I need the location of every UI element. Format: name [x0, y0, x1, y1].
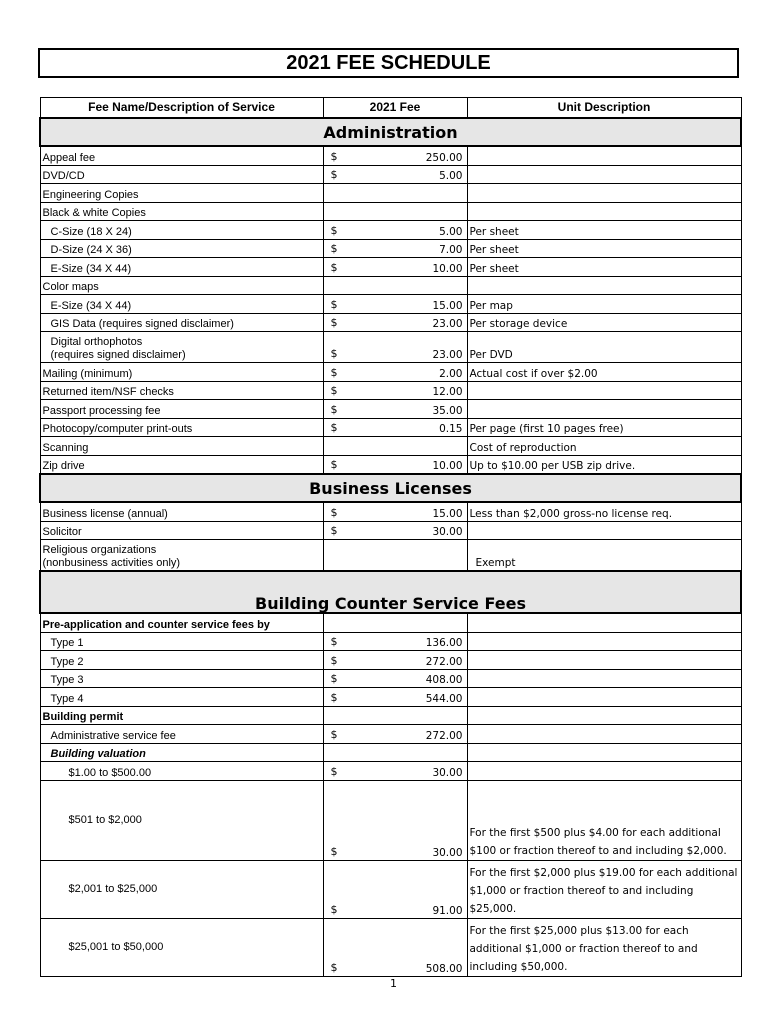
fee-cell: [323, 239, 467, 258]
table-row: [40, 651, 741, 670]
fee-amount: 10.00: [432, 262, 463, 275]
fee-cell: [323, 762, 467, 781]
service-name: D-Size (24 X 36): [40, 239, 323, 258]
fee-amount: 5.00: [439, 225, 463, 238]
fee-cell: [323, 669, 467, 688]
table-row: [40, 276, 741, 295]
fee-cell: [323, 221, 467, 240]
table-row: [40, 400, 741, 419]
service-name-line: (requires signed disclaimer): [50, 349, 186, 361]
service-name: Type 4: [40, 688, 323, 707]
table-row: [40, 502, 741, 521]
fee-amount: 250.00: [425, 151, 463, 164]
table-row: [40, 381, 741, 400]
service-name: Passport processing fee: [40, 400, 323, 419]
unit-description: [467, 184, 741, 203]
table-row: [40, 706, 741, 725]
currency-symbol: $: [330, 635, 338, 648]
unit-description: [467, 521, 741, 540]
fee-cell: [323, 725, 467, 744]
header-unit: Unit Description: [467, 98, 741, 119]
fee-cell: [323, 418, 467, 437]
unit-description: Up to $10.00 per USB zip drive.: [467, 455, 741, 474]
unit-description: Per sheet: [467, 221, 741, 240]
fee-cell: [323, 437, 467, 456]
table-row: [40, 725, 741, 744]
service-name: GIS Data (requires signed disclaimer): [40, 313, 323, 332]
table-row: [40, 762, 741, 781]
table-row: [40, 540, 741, 572]
fee-amount: 272.00: [425, 655, 463, 668]
fee-amount: 30.00: [432, 526, 463, 538]
fee-cell: [323, 918, 467, 976]
service-name: Pre-application and counter service fees by: [40, 613, 323, 632]
table-row: [40, 184, 741, 203]
currency-symbol: $: [330, 727, 338, 741]
currency-symbol: $: [330, 260, 338, 274]
table-row: [40, 437, 741, 456]
fee-cell: [323, 688, 467, 707]
section-business-licenses: [40, 474, 741, 502]
currency-symbol: $: [330, 316, 338, 329]
fee-amount: 508.00: [425, 962, 463, 975]
table-row: [40, 613, 741, 632]
table-row: [40, 455, 741, 474]
service-name: Scanning: [40, 437, 323, 456]
fee-cell: [323, 400, 467, 419]
service-name: Zip drive: [40, 455, 323, 474]
table-row: [40, 521, 741, 540]
fee-amount: 272.00: [425, 729, 463, 742]
service-name: $2,001 to $25,000: [40, 860, 323, 918]
unit-description: [467, 669, 741, 688]
table-row: [40, 743, 741, 762]
fee-cell: [323, 632, 467, 651]
fee-amount: 12.00: [432, 386, 463, 398]
fee-amount: 7.00: [439, 244, 463, 256]
currency-symbol: $: [330, 297, 338, 311]
fee-amount: 15.00: [432, 299, 463, 312]
currency-symbol: $: [330, 764, 338, 778]
unit-description: [467, 762, 741, 781]
unit-description: Per DVD: [467, 332, 741, 363]
service-name: DVD/CD: [40, 165, 323, 184]
currency-symbol: $: [330, 242, 338, 255]
unit-description: [467, 688, 741, 707]
table-row: [40, 860, 741, 918]
service-name: Photocopy/computer print-outs: [40, 418, 323, 437]
service-name: Building valuation: [40, 743, 323, 762]
currency-symbol: $: [330, 421, 338, 434]
fee-amount: 5.00: [439, 170, 463, 182]
fee-amount: 15.00: [432, 507, 463, 520]
fee-cell: [323, 521, 467, 540]
fee-amount: 35.00: [432, 404, 463, 417]
table-row: [40, 313, 741, 332]
section-title: Business Licenses: [40, 474, 741, 502]
service-name: Business license (annual): [40, 502, 323, 521]
fee-table-body: [40, 98, 741, 977]
fee-cell: [323, 313, 467, 332]
currency-symbol: $: [330, 402, 338, 416]
fee-amount: 136.00: [425, 637, 463, 649]
fee-cell: [323, 202, 467, 221]
fee-cell: [323, 295, 467, 314]
fee-cell: [323, 743, 467, 762]
unit-description: Per storage device: [467, 313, 741, 332]
unit-description: [467, 202, 741, 221]
unit-description: [467, 706, 741, 725]
table-row: [40, 363, 741, 382]
service-name: Engineering Copies: [40, 184, 323, 203]
currency-symbol: $: [330, 347, 338, 360]
fee-cell: [323, 502, 467, 521]
table-row: [40, 918, 741, 976]
fee-schedule-table: [39, 97, 742, 977]
service-name: E-Size (34 X 44): [40, 295, 323, 314]
unit-description: [467, 165, 741, 184]
service-name: Black & white Copies: [40, 202, 323, 221]
unit-description: Actual cost if over $2.00: [467, 363, 741, 382]
fee-amount: 91.00: [432, 904, 463, 917]
service-name: Solicitor: [40, 521, 323, 540]
service-name: E-Size (34 X 44): [40, 258, 323, 277]
unit-description: Less than $2,000 gross-no license req.: [467, 502, 741, 521]
unit-description: Per sheet: [467, 239, 741, 258]
fee-cell: [323, 258, 467, 277]
service-name: $501 to $2,000: [40, 780, 323, 860]
currency-symbol: $: [330, 524, 338, 537]
unit-description: [467, 400, 741, 419]
unit-description: Exempt: [467, 540, 741, 572]
section-administration: [40, 118, 741, 146]
header-row: [40, 98, 741, 119]
table-row: [40, 688, 741, 707]
currency-symbol: $: [330, 149, 338, 163]
fee-cell: [323, 455, 467, 474]
table-row: [40, 418, 741, 437]
currency-symbol: $: [330, 960, 338, 974]
service-name: Appeal fee: [40, 146, 323, 165]
currency-symbol: $: [330, 365, 338, 379]
service-name: Type 1: [40, 632, 323, 651]
service-name: Mailing (minimum): [40, 363, 323, 382]
table-row: [40, 632, 741, 651]
fee-amount: 23.00: [432, 349, 463, 361]
table-row: [40, 165, 741, 184]
service-name-line: Religious organizations: [42, 544, 157, 556]
unit-description: Cost of reproduction: [467, 437, 741, 456]
unit-description: [467, 276, 741, 295]
currency-symbol: $: [330, 902, 338, 916]
service-name: Building permit: [40, 706, 323, 725]
service-name: Returned item/NSF checks: [40, 381, 323, 400]
service-name: Type 2: [40, 651, 323, 670]
currency-symbol: $: [330, 168, 338, 181]
fee-cell: [323, 276, 467, 295]
fee-cell: [323, 184, 467, 203]
currency-symbol: $: [330, 458, 338, 471]
service-name: $1.00 to $500.00: [40, 762, 323, 781]
fee-cell: [323, 780, 467, 860]
currency-symbol: $: [330, 653, 338, 667]
fee-cell: [323, 363, 467, 382]
service-name: [40, 540, 323, 572]
table-row: [40, 202, 741, 221]
unit-description: For the first $500 plus $4.00 for each additional $100 or fraction thereof to and including $2,000.: [467, 780, 741, 860]
service-name-line: Digital orthophotos: [50, 336, 143, 348]
fee-cell: [323, 613, 467, 632]
service-name: Color maps: [40, 276, 323, 295]
unit-description: [467, 725, 741, 744]
currency-symbol: $: [330, 690, 338, 704]
currency-symbol: $: [330, 223, 338, 237]
fee-amount: 0.15: [439, 423, 463, 435]
header-name: Fee Name/Description of Service: [40, 98, 323, 119]
fee-amount: 30.00: [432, 766, 463, 779]
unit-description: [467, 146, 741, 165]
fee-cell: [323, 146, 467, 165]
page-title: 2021 FEE SCHEDULE: [38, 48, 739, 78]
unit-description: Per sheet: [467, 258, 741, 277]
unit-description: For the first $25,000 plus $13.00 for each additional $1,000 or fraction thereof to and including $50,000.: [467, 918, 741, 976]
service-name-line: (nonbusiness activities only): [42, 557, 181, 569]
service-name: C-Size (18 X 24): [40, 221, 323, 240]
header-fee: 2021 Fee: [323, 98, 467, 119]
page-number: 1: [390, 977, 397, 990]
unit-description: Per page (first 10 pages free): [467, 418, 741, 437]
currency-symbol: $: [330, 844, 338, 858]
fee-amount: 408.00: [425, 674, 463, 686]
fee-cell: [323, 651, 467, 670]
section-title: Administration: [40, 118, 741, 146]
fee-amount: 10.00: [432, 460, 463, 472]
currency-symbol: $: [330, 505, 338, 519]
unit-description: [467, 743, 741, 762]
unit-description: [467, 613, 741, 632]
table-row: [40, 332, 741, 363]
fee-amount: 544.00: [425, 692, 463, 705]
service-name: Type 3: [40, 669, 323, 688]
currency-symbol: $: [330, 384, 338, 397]
fee-cell: [323, 860, 467, 918]
unit-description: [467, 381, 741, 400]
table-row: [40, 146, 741, 165]
table-row: [40, 239, 741, 258]
service-name: Administrative service fee: [40, 725, 323, 744]
service-name: [40, 332, 323, 363]
fee-amount: 23.00: [432, 318, 463, 330]
unit-description: Per map: [467, 295, 741, 314]
table-row: [40, 780, 741, 860]
section-building-counter: [40, 571, 741, 613]
table-row: [40, 221, 741, 240]
fee-cell: [323, 706, 467, 725]
table-row: [40, 669, 741, 688]
service-name: $25,001 to $50,000: [40, 918, 323, 976]
unit-description: [467, 632, 741, 651]
currency-symbol: $: [330, 672, 338, 685]
section-title: Building Counter Service Fees: [40, 571, 741, 613]
fee-amount: 30.00: [432, 846, 463, 859]
unit-description: For the first $2,000 plus $19.00 for each additional $1,000 or fraction thereof to and including $25,000.: [467, 860, 741, 918]
table-row: [40, 258, 741, 277]
fee-cell: [323, 381, 467, 400]
table-row: [40, 295, 741, 314]
fee-cell: [323, 540, 467, 572]
unit-description: [467, 651, 741, 670]
fee-cell: [323, 165, 467, 184]
fee-amount: 2.00: [439, 367, 463, 380]
fee-cell: [323, 332, 467, 363]
